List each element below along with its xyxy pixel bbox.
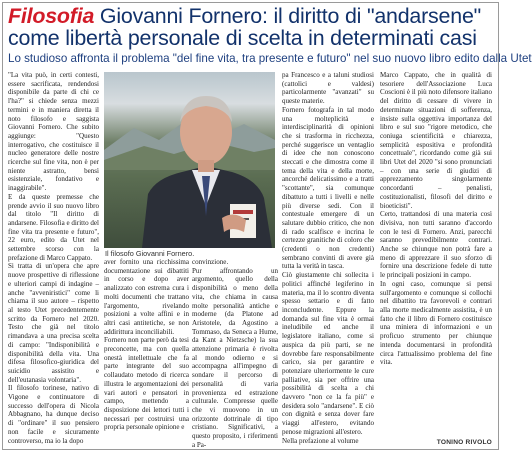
paragraph: pa Francesco e a taluni studiosi (cattolici e valdesi) particolarmente "avanzati" su queste materie.: [282, 71, 374, 106]
paragraph: "La vita può, in certi contesti, essere sacrificata, rendendosi disponibile da parte di chi ce l'ha?" si chiede senza mezzi termini e in maniera diretta il noto filosofo e saggista Giovanni Fornero. Che subito aggiunge: "Questo interrogativo, che costituisce il nucleo generatore delle nostre ricerche sul fine vita, non è per niente astratto, bensì esistenziale, fondativo e inaggirabile".: [8, 71, 99, 193]
paragraph: Il filosofo torinese, nativo di Vigone e continuatore di successo dell'opera di Nicola Abbagnano, ha dunque deciso di "ordinare" il suo pensiero non facile e sicuramente controverso, ma io la dopo: [8, 384, 99, 445]
paragraph: E da queste premesse che prende avvio il suo nuovo libro dal titolo "Il diritto di andarsene. Filosofia e diritto del fine vita tra presente e futuro", 22 euro, edito da Utet nel settembre scorso con la prefazione di Marco Cappato.: [8, 192, 99, 262]
paragraph: Si tratta di un'opera che apre nuove prospettive di riflessione e ulteriori campi di indagine – anche "avveniristici" come li chiama il suo autore – rispetto al testo Utet precedentemente scritto da Fornero nel 2020. Testo che già nel titolo rimandava a una precisa scelta di campo: "Indisponibilità e disponibilità della vita. Una difesa filosofico-giuridica del suicidio assistito e dell'eutanasia volontaria".: [8, 262, 99, 384]
page-title: Giovanni Fornero: il diritto di "andarsene" come libertà personale di scelta in determinati casi: [8, 4, 482, 50]
paragraph: Fornero fotografa in tal modo una molteplicità e interdisciplinarità di opinioni che si trasforma in ricchezza, perché suggerisce un ventaglio di idee che non conoscono steccati e che dimostra come il tema della vita e della morte, ancorché delicatissimo e a tratti "scottante", sia comunque dibattuto a tutti i livelli e nelle più diverse sedi. Con il contestuale emergere di un salutare dubbio critico, che non di rado scalfisce e incrina le certezze granitiche di coloro che (credenti o non credenti) sembrano convinti di avere già tutta la verità in tasca.: [282, 105, 374, 271]
paragraph: Pur affrontando un argomento, quello della disponibilità o meno della vita, che chiama in causa molte personalità antiche e moderne (da Platone ad Aristotele, da Agostino a Tommaso, da Seneca a Hume, da Kant a Nietzsche) la sua attenzione primaria è rivolta al mondo odierno e si accompagna all'impegno di sondare il percorso di personalità di varia provenienza ed estrazione culturale. Compresse quelle che vi muovono in un orizzonte dottrinale di tipo cristiano. Significativi, a questo proposito, i riferimenti a Pa-: [192, 266, 278, 449]
paragraph: Nella prefazione al volume: [282, 436, 359, 445]
article-column-5: [380, 71, 492, 429]
paragraph: aver fornito una ricchissima documentazione sui dibattiti in corso e dopo aver analizzato con estrema cura i molti documenti che trattano l'argomento, rivelando posizioni a volte affini e in altri casi antitetiche, se non addirittura inconciliabili.: [104, 258, 189, 336]
section-kicker: Filosofia: [8, 4, 95, 28]
subtitle: Lo studioso affronta il problema "del fine vita, tra presente e futuro" nel suo nuovo libro edito dalla Utet: [8, 52, 532, 65]
photo-caption: Il filosofo Giovanni Fornero.: [105, 249, 195, 258]
headline: [8, 5, 496, 49]
article-column-2: [104, 258, 189, 441]
author-byline: TONINO RIVOLO: [436, 439, 492, 446]
paragraph: Fornero non parte però da tesi preconcette, ma con quella onestà intellettuale che fa parte integrante del suo collaudato metodo di ricerca illustra le argomentazioni dei vari autori e pensatori in campo, mettendo a disposizione dei lettori tutti i necessari per costruirsi una propria personale opinione e: [104, 336, 189, 432]
article-column-3: [192, 258, 278, 449]
article-column-1: [8, 71, 99, 445]
paragraph: convinzione.: [192, 258, 229, 266]
paragraph: Certo, trattandosi di una materia così divisiva, non tutti saranno d'accordo con le tesi di Fornero. Anzi, parecchi saranno prevedibilmente contrari. Anche se chiunque non potrà fare a meno di apprezzare il suo sforzo di fornire una descrizione fedele di tutte le principali posizioni in campo.: [380, 210, 492, 280]
author-photo: [104, 72, 275, 248]
portrait-figure: [134, 86, 275, 248]
article-column-4: [282, 71, 374, 445]
paragraph: Marco Cappato, che in qualità di tesoriere dell'Associazione Luca Coscioni è il più noto difensore italiano del diritto di cessare di vivere in determinate situazioni di sofferenza, insiste sulla oggettiva importanza del libro e sul suo "rigore metodico, che coniuga scientificità e chiarezza, semplicità espositiva e profondità concettuale", ricordando come già sui libri Utet del 2020 "si sono pronunciati – con una serie di giudizi di apprezzamento singolarmente concordanti – penalisti, costituzionalisti, filosofi del diritto e bioeticisti".: [380, 71, 492, 210]
paragraph: Ciò giustamente chi sollecita i politici affinché legiferino in materia, ma il lo scontro diventa spesso settario e di fatto inconcludente. Eppure la domanda sul fine vita è ormai ineludibile ed anche il legislatore italiano, come si auspica da più parti, se ne dovrebbe fare responsabilmente carico, sia per garantire e potenziare ulteriormente le cure palliative, sia per offrire una possibilità di scelta a chi davvero "non ce la fa più" e desidera solo "andarsene". E ciò con dignità e senza dover fare viaggi all'estero, evitando penose migrazioni all'estero.: [282, 271, 374, 436]
paragraph: In ogni caso, comunque si pensi sull'argomento e comunque si collochi nel dibattito tra favorevoli e contrari alla morte medicalmente assistita, è un fatto che il libro di Fornero costituisce una miniera di informazioni e un proficuo strumento per chiunque intenda documentarsi in profondità circa l'attualissimo problema del fine vita.: [380, 279, 492, 367]
